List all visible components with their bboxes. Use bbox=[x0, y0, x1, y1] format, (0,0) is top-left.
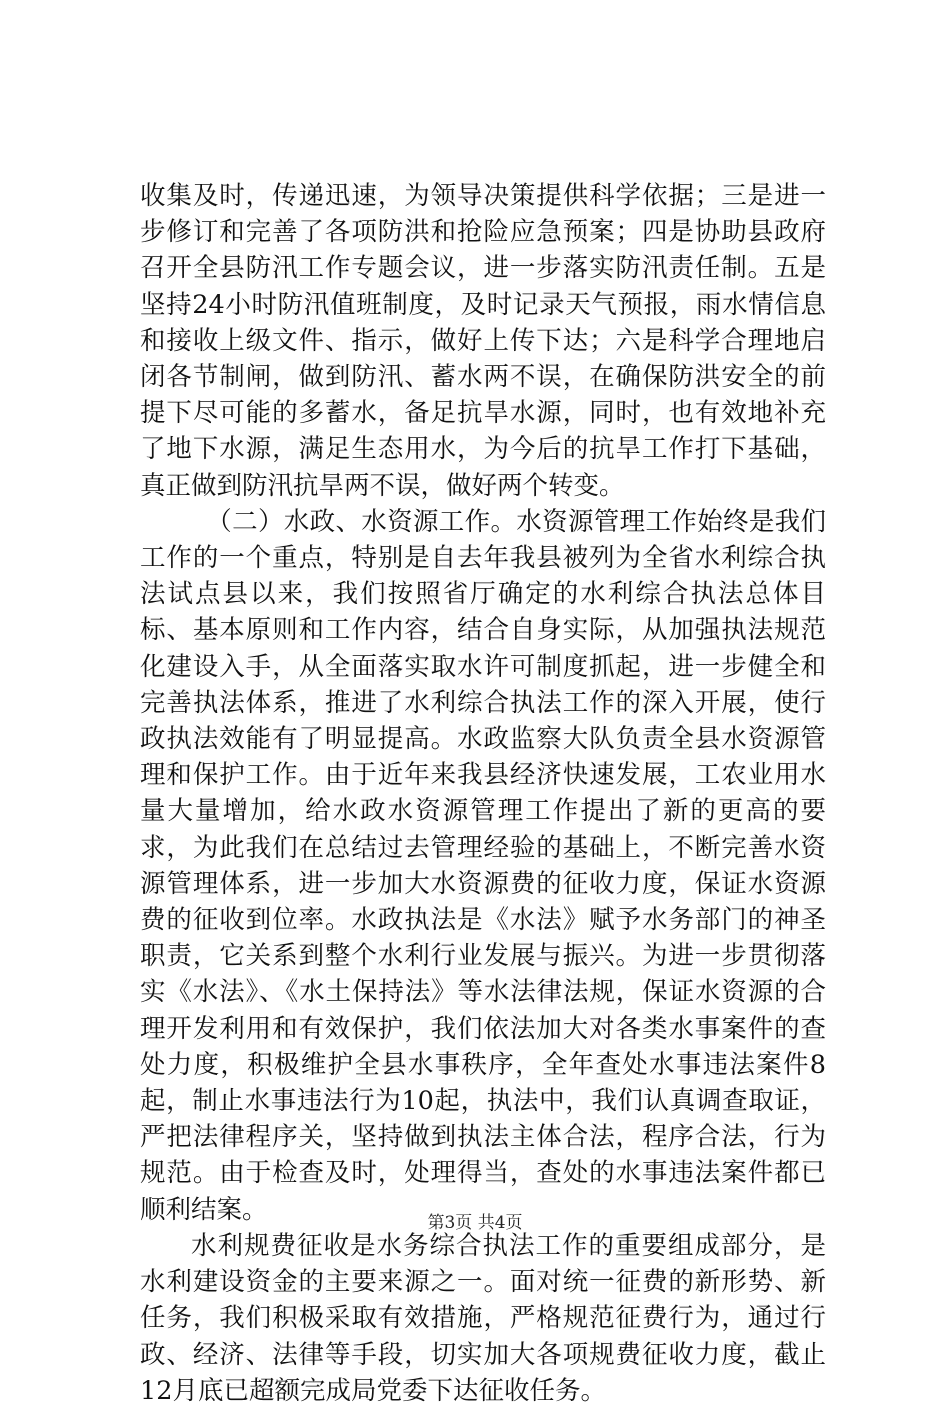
page-number-footer: 第3页 共4页 bbox=[427, 1213, 523, 1233]
paragraph-flood-control-continued: 收集及时，传递迅速，为领导决策提供科学依据；三是进一步修订和完善了各项防洪和抢险应急预案；四是协助县政府召开全县防汛工作专题会议，进一步落实防汛责任制。五是坚持24小时防汛值班制度，及时记录天气预报，雨水情信息和接收上级文件、指示，做好上传下达；六是科学合理地启闭各节制闸，做到防汛、蓄水两不误，在确保防洪安全的前提下尽可能的多蓄水，备足抗旱水源，同时，也有效地补充了地下水源，满足生态用水，为今后的抗旱工作打下基础，真正做到防汛抗旱两不误，做好两个转变。 bbox=[140, 181, 826, 501]
paragraph-water-administration: （二）水政、水资源工作。水资源管理工作始终是我们工作的一个重点，特别是自去年我县被列为全省水利综合执法试点县以来，我们按照省厅确定的水利综合执法总体目标、基本原则和工作内容，结合自身实际，从加强执法规范化建设入手，从全面落实取水许可制度抓起，进一步健全和完善执法体系，推进了水利综合执法工作的深入开展，使行政执法效能有了明显提高。水政监察大队负责全县水资源管理和保护工作。由于近年来我县经济快速发展，工农业用水量大量增加，给水政水资源管理工作提出了新的更高的要求，为此我们在总结过去管理经验的基础上，不断完善水资源管理体系，进一步加大水资源费的征收力度，保证水资源费的征收到位率。水政执法是《水法》赋予水务部门的神圣职责，它关系到整个水利行业发展与振兴。为进一步贯彻落实《水法》、《水土保持法》等水法律法规，保证水资源的合理开发利用和有效保护，我们依法加大对各类水事案件的查处力度，积极维护全县水事秩序，全年查处水事违法案件8起，制止水事违法行为10起，执法中，我们认真调查取证，严把法律程序关，坚持做到执法主体合法，程序合法，行为规范。由于检查及时，处理得当，查处的水事违法案件都已顺利结案。 bbox=[140, 506, 826, 1225]
paragraph-fee-collection: 水利规费征收是水务综合执法工作的重要组成部分，是水利建设资金的主要来源之一。面对统一征费的新形势、新任务，我们积极采取有效措施，严格规范征费行为，通过行政、经济、法律等手段，切实加大各项规费征收力度，截止12月底已超额完成局党委下达征收任务。 bbox=[140, 1230, 826, 1406]
